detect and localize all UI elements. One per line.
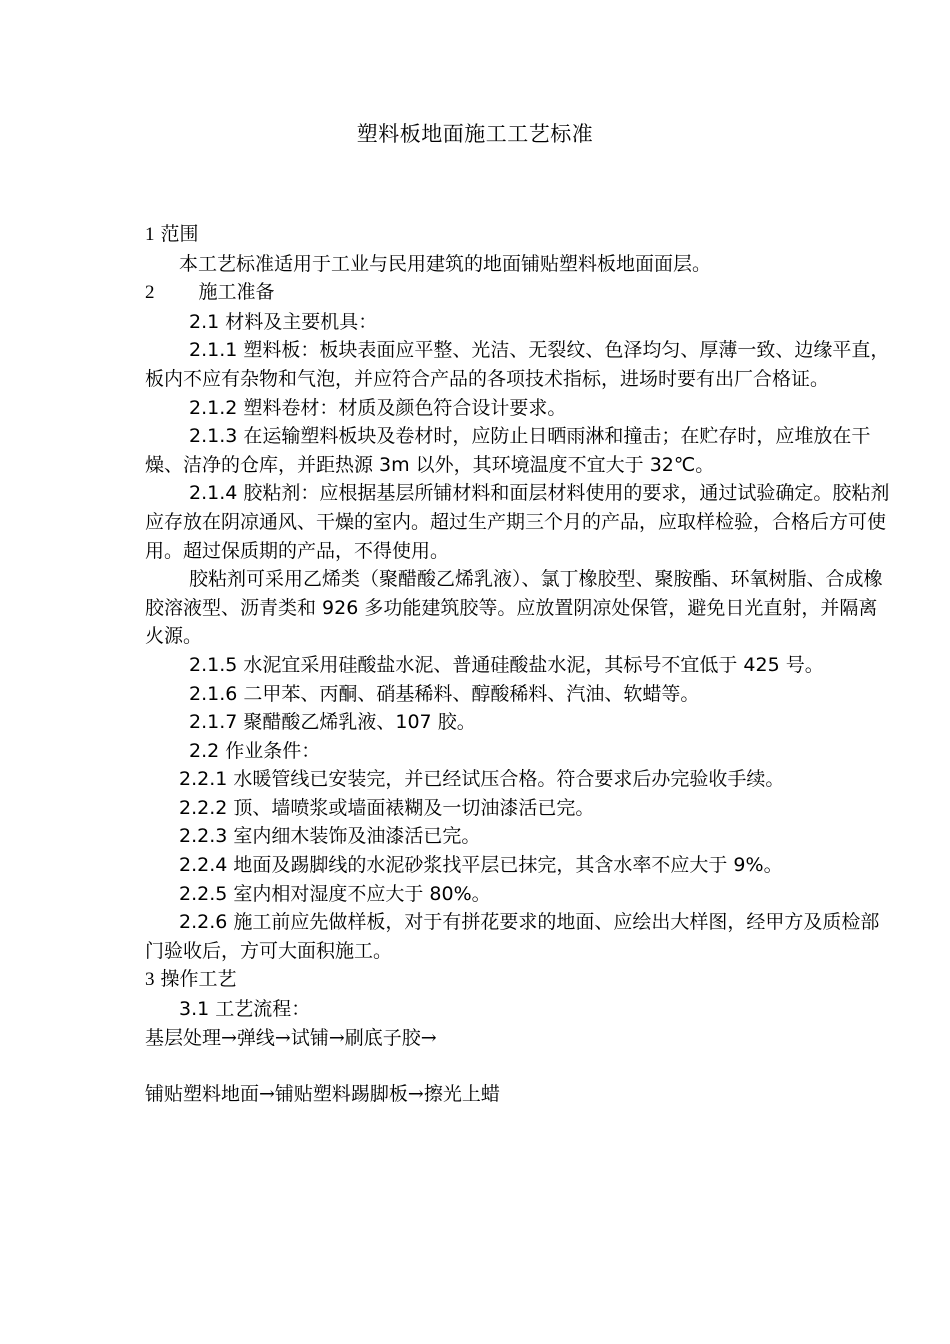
section-3-number: 3 — [145, 969, 155, 991]
section-1-body: 本工艺标准适用于工业与民用建筑的地面铺贴塑料板地面面层。 — [179, 252, 712, 275]
document-body — [145, 220, 890, 1109]
flow-spacer — [145, 1052, 890, 1080]
section-3-title: 操作工艺 — [160, 968, 237, 991]
section-2-1-7: 2.1.7 聚醋酸乙烯乳液、107 胶。 — [189, 711, 476, 734]
section-1-heading — [145, 220, 890, 250]
section-3-1: 3.1 工艺流程： — [179, 998, 311, 1021]
section-1-title: 范围 — [160, 223, 199, 245]
section-2-1-2: 2.1.2 塑料卷材：材质及颜色符合设计要求。 — [189, 396, 567, 419]
section-2-heading — [145, 278, 890, 308]
section-2-2-2: 2.2.2 顶、墙喷浆或墙面裱糊及一切油漆活已完。 — [179, 796, 595, 819]
document-title: 塑料板地面施工工艺标准 — [356, 122, 594, 146]
section-3-heading — [145, 965, 890, 995]
section-2-title: 施工准备 — [198, 281, 275, 304]
section-2-1: 2.1 材料及主要机具： — [189, 310, 378, 333]
section-2-2-5: 2.2.5 室内相对湿度不应大于 80%。 — [179, 882, 491, 905]
section-2-1-5: 2.1.5 水泥宜采用硅酸盐水泥、普通硅酸盐水泥，其标号不宜低于 425 号。 — [189, 653, 824, 676]
section-2-1-4: 2.1.4 胶粘剂：应根据基层所铺材料和面层材料使用的要求，通过试验确定。胶粘剂应存放在阴凉通风、干燥的室内。超过生产期三个月的产品，应取样检验，合格后方可使用。超过保质期的产品，不得使用。 — [145, 482, 890, 562]
process-flow-line-1: 基层处理→弹线→试铺→刷底子胶→ — [145, 1026, 437, 1049]
section-2-1-1: 2.1.1 塑料板：板块表面应平整、光洁、无裂纹、色泽均匀、厚薄一致、边缘平直，板内不应有杂物和气泡，并应符合产品的各项技术指标，进场时要有出厂合格证。 — [145, 339, 890, 390]
section-2-2-6: 2.2.6 施工前应先做样板，对于有拼花要求的地面、应绘出大样图，经甲方及质检部门验收后，方可大面积施工。 — [145, 911, 880, 962]
section-2-number: 2 — [145, 282, 155, 304]
section-2-1-3: 2.1.3 在运输塑料板块及卷材时，应防止日晒雨淋和撞击；在贮存时，应堆放在干燥、洁净的仓库，并距热源 3m 以外，其环境温度不宜大于 32℃。 — [145, 425, 871, 476]
section-2-2-1: 2.2.1 水暖管线已安装完，并已经试压合格。符合要求后办完验收手续。 — [179, 768, 785, 791]
section-2-1-4-adhesives: 胶粘剂可采用乙烯类（聚醋酸乙烯乳液）、氯丁橡胶型、聚胺酯、环氧树脂、合成橡胶溶液型、沥青类和 926 多功能建筑胶等。应放置阴凉处保管，避免日光直射，并隔离火源。 — [145, 568, 883, 648]
section-2-1-6: 2.1.6 二甲苯、丙酮、硝基稀料、醇酸稀料、汽油、软蜡等。 — [189, 682, 700, 705]
section-2-2-4: 2.2.4 地面及踢脚线的水泥砂浆找平层已抹完，其含水率不应大于 9%。 — [179, 854, 783, 877]
section-2-2-3: 2.2.3 室内细木装饰及油漆活已完。 — [179, 825, 481, 848]
section-2-2: 2.2 作业条件： — [189, 739, 321, 762]
process-flow-line-2: 铺贴塑料地面→铺贴塑料踢脚板→擦光上蜡 — [145, 1083, 500, 1106]
section-1-number: 1 — [145, 224, 155, 245]
